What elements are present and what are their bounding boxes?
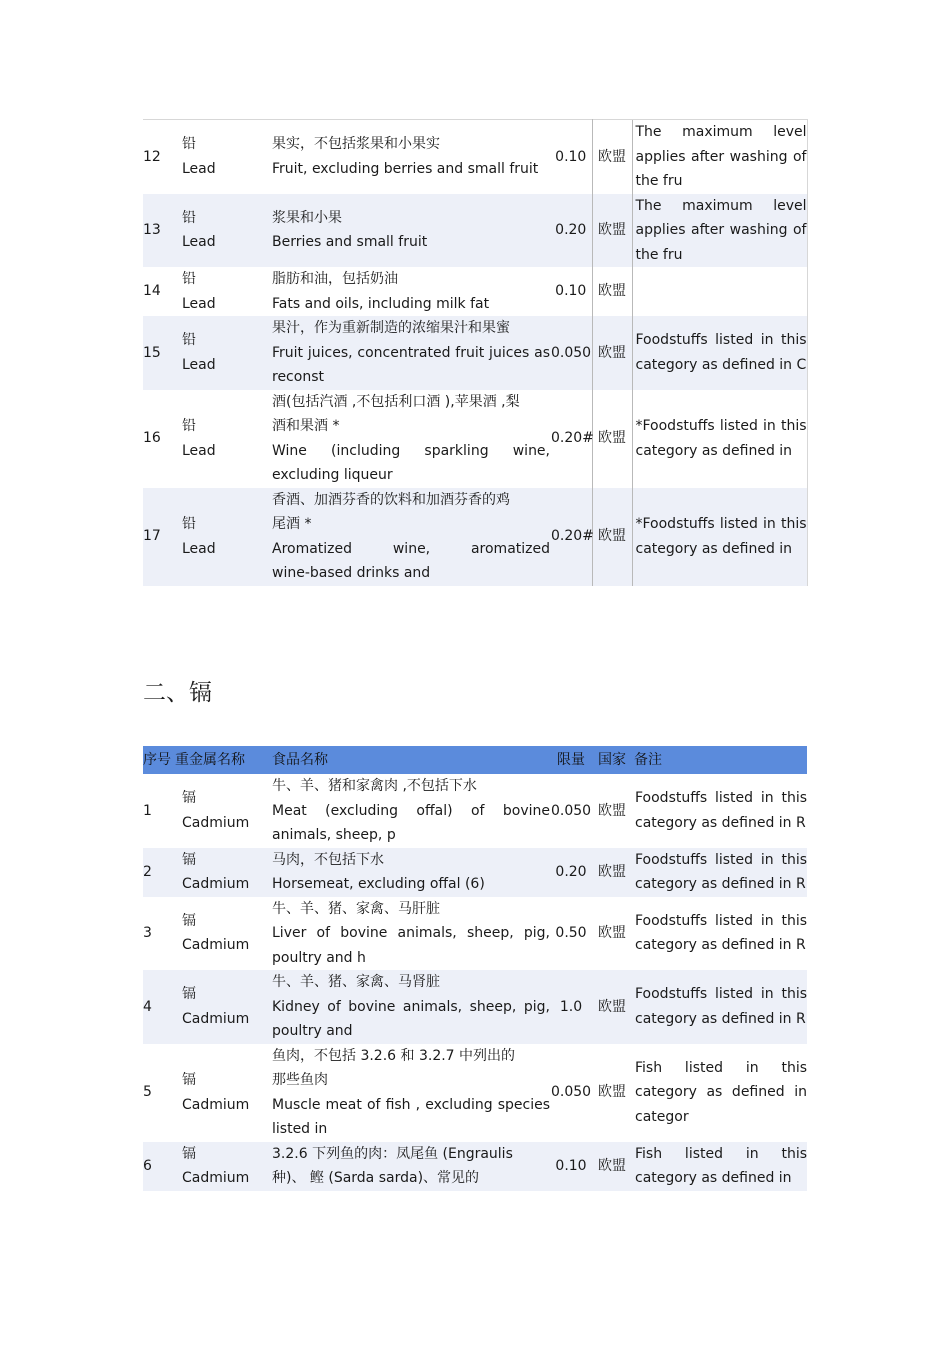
remark — [632, 897, 807, 971]
text-line: 3.2.6 下列鱼的肉：凤尾鱼 (Engraulis — [272, 1145, 513, 1162]
food-name — [270, 970, 550, 1044]
food-name — [270, 1142, 550, 1191]
remark — [632, 390, 807, 488]
text-line: Kidney of bovine animals, sheep, pig, — [272, 998, 550, 1015]
food-name — [270, 390, 550, 488]
remark — [632, 774, 807, 848]
metal-name-cn: 镉 — [182, 851, 196, 868]
text-line: 牛、羊、猪、家禽、马肝脏 — [272, 900, 440, 917]
metal-name-cn: 镉 — [182, 1072, 196, 1088]
text-line: Horsemeat, excluding offal (6) — [272, 876, 485, 892]
row-number: 17 — [143, 488, 175, 586]
text-line: category as defined in R — [635, 876, 806, 892]
metal-name-en: Lead — [182, 295, 216, 312]
header-note: 备注 — [632, 746, 807, 774]
metal-name-cn: 镉 — [182, 790, 196, 807]
text-line: Aromatized wine, aromatized — [272, 540, 550, 557]
country: 欧盟 — [598, 1084, 626, 1101]
lead-limits-table — [143, 119, 808, 586]
metal-name-cn: 铅 — [182, 209, 196, 226]
text-line: 果汁，作为重新制造的浓缩果汁和果蜜 — [272, 320, 510, 336]
header-country: 国家 — [592, 746, 632, 774]
food-name — [270, 1044, 550, 1142]
table-row — [143, 316, 807, 390]
table-row — [143, 970, 807, 1044]
table-row — [143, 1044, 807, 1142]
limit-value: 0.10 — [550, 1142, 592, 1191]
row-number: 5 — [143, 1084, 152, 1101]
metal-name-cn: 铅 — [182, 136, 196, 153]
country: 欧盟 — [592, 316, 632, 390]
food-name — [270, 316, 550, 390]
text-line: category as defined in — [635, 1170, 792, 1186]
table-row — [143, 848, 807, 897]
row-number: 6 — [143, 1142, 175, 1191]
text-line: Fish listed in this — [635, 1145, 807, 1162]
metal-name-en: Lead — [182, 356, 216, 373]
text-line: *Foodstuffs listed in this — [635, 516, 807, 532]
table-row — [143, 194, 807, 268]
remark — [632, 267, 807, 316]
text-line: the fru — [635, 173, 683, 189]
row-number: 16 — [143, 430, 161, 447]
table-row — [143, 390, 807, 488]
country: 欧盟 — [592, 120, 632, 194]
text-line: The maximum level — [635, 124, 807, 140]
table-row — [143, 1142, 807, 1191]
row-number: 2 — [143, 848, 175, 897]
metal-name — [175, 194, 270, 268]
text-line: category as defined in — [635, 540, 793, 557]
table-row — [143, 488, 807, 586]
country: 欧盟 — [592, 848, 632, 897]
row-number: 15 — [143, 316, 175, 390]
text-line: category as defined in C — [635, 356, 807, 373]
limit-value: 0.20 — [550, 848, 592, 897]
text-line: category as defined in R — [635, 1010, 806, 1027]
remark — [632, 1044, 807, 1142]
text-line: 鱼肉，不包括 3.2.6 和 3.2.7 中列出的 — [272, 1047, 516, 1064]
text-line: Muscle meat of fish , excluding species — [272, 1096, 550, 1113]
metal-name-cn: 铅 — [182, 271, 196, 287]
text-line: 牛、羊、猪和家禽肉 ,不包括下水 — [272, 778, 477, 794]
cadmium-limits-table — [143, 746, 807, 1191]
table-row — [143, 120, 807, 194]
metal-name-cn: 镉 — [182, 1145, 196, 1162]
food-name — [270, 488, 550, 586]
text-line: Liver of bovine animals, sheep, pig, — [272, 925, 550, 941]
country: 欧盟 — [598, 430, 626, 447]
metal-name — [175, 970, 270, 1044]
remark — [632, 488, 807, 586]
metal-name — [175, 120, 270, 194]
text-line: poultry and — [272, 1023, 353, 1039]
country: 欧盟 — [598, 925, 626, 941]
text-line: 酒(包括汽酒 ,不包括利口酒 ),苹果酒 ,梨 — [272, 393, 520, 410]
metal-name — [175, 897, 270, 971]
text-line: 香酒、加酒芬香的饮料和加酒芬香的鸡 — [272, 491, 510, 508]
metal-name-cn: 铅 — [182, 332, 196, 349]
row-number: 3 — [143, 925, 152, 941]
text-line: applies after washing of — [635, 148, 807, 165]
remark — [632, 848, 807, 897]
text-line: 脂肪和油，包括奶油 — [272, 271, 398, 287]
limit-value: 1.0 — [550, 970, 592, 1044]
country: 欧盟 — [592, 1142, 632, 1191]
text-line: 种)、 鲣 (Sarda sarda)、常见的 — [272, 1170, 480, 1186]
metal-name-en: Cadmium — [182, 1096, 250, 1113]
metal-name-cn: 镉 — [182, 912, 196, 929]
metal-name — [175, 488, 270, 586]
text-line: Foodstuffs listed in this — [635, 851, 807, 868]
header-no: 序号 — [143, 746, 175, 774]
text-line: *Foodstuffs listed in this — [635, 418, 807, 434]
metal-name — [175, 1142, 270, 1191]
text-line: Foodstuffs listed in this — [635, 790, 807, 807]
limit-value: 0.20 — [550, 194, 592, 268]
metal-name-cn: 铅 — [182, 418, 196, 434]
remark — [632, 970, 807, 1044]
metal-name-en: Cadmium — [182, 1010, 250, 1027]
text-line: listed in — [272, 1121, 328, 1137]
metal-name-en: Lead — [182, 234, 216, 251]
metal-name — [175, 1044, 270, 1142]
remark — [632, 194, 807, 268]
header-limit: 限量 — [550, 746, 592, 774]
food-name — [270, 848, 550, 897]
metal-name-en: Cadmium — [182, 814, 250, 831]
text-line: 尾酒 * — [272, 516, 312, 532]
metal-name-en: Cadmium — [182, 937, 250, 954]
text-line: Berries and small fruit — [272, 234, 428, 251]
metal-name — [175, 848, 270, 897]
text-line: Fats and oils, including milk fat — [272, 295, 490, 312]
limit-value: 0.20# — [550, 488, 592, 586]
metal-name-cn: 铅 — [182, 516, 196, 532]
remark — [632, 316, 807, 390]
text-line: categor — [635, 1108, 689, 1125]
table-header-row — [143, 746, 807, 774]
text-line: Fruit juices, concentrated fruit juices as — [272, 344, 550, 361]
table-row — [143, 774, 807, 848]
row-number: 13 — [143, 194, 175, 268]
limit-value: 0.050 — [550, 316, 592, 390]
text-line: category as defined in R — [635, 814, 806, 831]
text-line: poultry and h — [272, 949, 366, 966]
metal-name — [175, 267, 270, 316]
food-name — [270, 120, 550, 194]
table-row — [143, 897, 807, 971]
food-name — [270, 897, 550, 971]
text-line: 牛、羊、猪、家禽、马肾脏 — [272, 974, 440, 990]
section-title-cadmium: 二、镉 — [143, 680, 212, 706]
metal-name-cn: 镉 — [182, 986, 196, 1003]
text-line: applies after washing of — [635, 222, 807, 238]
text-line: Fish listed in this — [635, 1059, 807, 1076]
metal-name-en: Cadmium — [182, 876, 250, 892]
country: 欧盟 — [598, 802, 626, 819]
text-line: 酒和果酒 * — [272, 418, 340, 434]
header-metal: 重金属名称 — [175, 746, 270, 774]
metal-name-en: Cadmium — [182, 1170, 250, 1186]
country: 欧盟 — [592, 194, 632, 268]
text-line: category as defined in — [635, 442, 793, 459]
text-line: 那些鱼肉 — [272, 1072, 328, 1088]
header-food: 食品名称 — [270, 746, 550, 774]
remark — [632, 1142, 807, 1191]
food-name — [270, 267, 550, 316]
text-line: reconst — [272, 369, 324, 385]
food-name — [270, 194, 550, 268]
row-number: 1 — [143, 802, 152, 819]
remark — [632, 120, 807, 194]
text-line: the fru — [635, 246, 683, 263]
text-line: The maximum level — [635, 197, 807, 214]
table-row — [143, 267, 807, 316]
limit-value: 0.10 — [550, 120, 592, 194]
text-line: wine-based drinks and — [272, 565, 431, 581]
text-line: Wine (including sparkling wine, — [272, 442, 550, 459]
text-line: Foodstuffs listed in this — [635, 332, 807, 349]
country: 欧盟 — [592, 970, 632, 1044]
limit-value: 0.10 — [550, 267, 592, 316]
text-line: 果实，不包括浆果和小果实 — [272, 136, 440, 153]
row-number: 4 — [143, 970, 175, 1044]
limit-value: 0.050 — [551, 802, 592, 819]
metal-name-en: Lead — [182, 540, 216, 557]
metal-name — [175, 774, 270, 848]
row-number: 14 — [143, 283, 161, 300]
text-line: Fruit, excluding berries and small fruit — [272, 160, 539, 177]
food-name — [270, 774, 550, 848]
text-line: Foodstuffs listed in this — [635, 986, 807, 1003]
row-number: 12 — [143, 120, 175, 194]
text-line: Meat (excluding offal) of bovine — [272, 802, 550, 819]
metal-name — [175, 390, 270, 488]
metal-name-en: Lead — [182, 160, 216, 177]
limit-value: 0.50 — [555, 925, 587, 941]
text-line: category as defined in R — [635, 937, 806, 954]
metal-name — [175, 316, 270, 390]
limit-value: 0.050 — [551, 1084, 592, 1101]
text-line: excluding liqueur — [272, 467, 393, 483]
limit-value: 0.20# — [550, 390, 592, 488]
country: 欧盟 — [592, 488, 632, 586]
country: 欧盟 — [598, 283, 626, 300]
text-line: Foodstuffs listed in this — [635, 912, 807, 929]
text-line: 浆果和小果 — [272, 209, 342, 226]
text-line: category as defined in — [635, 1084, 807, 1101]
text-line: animals, sheep, p — [272, 827, 396, 843]
text-line: 马肉，不包括下水 — [272, 851, 384, 868]
metal-name-en: Lead — [182, 442, 216, 459]
